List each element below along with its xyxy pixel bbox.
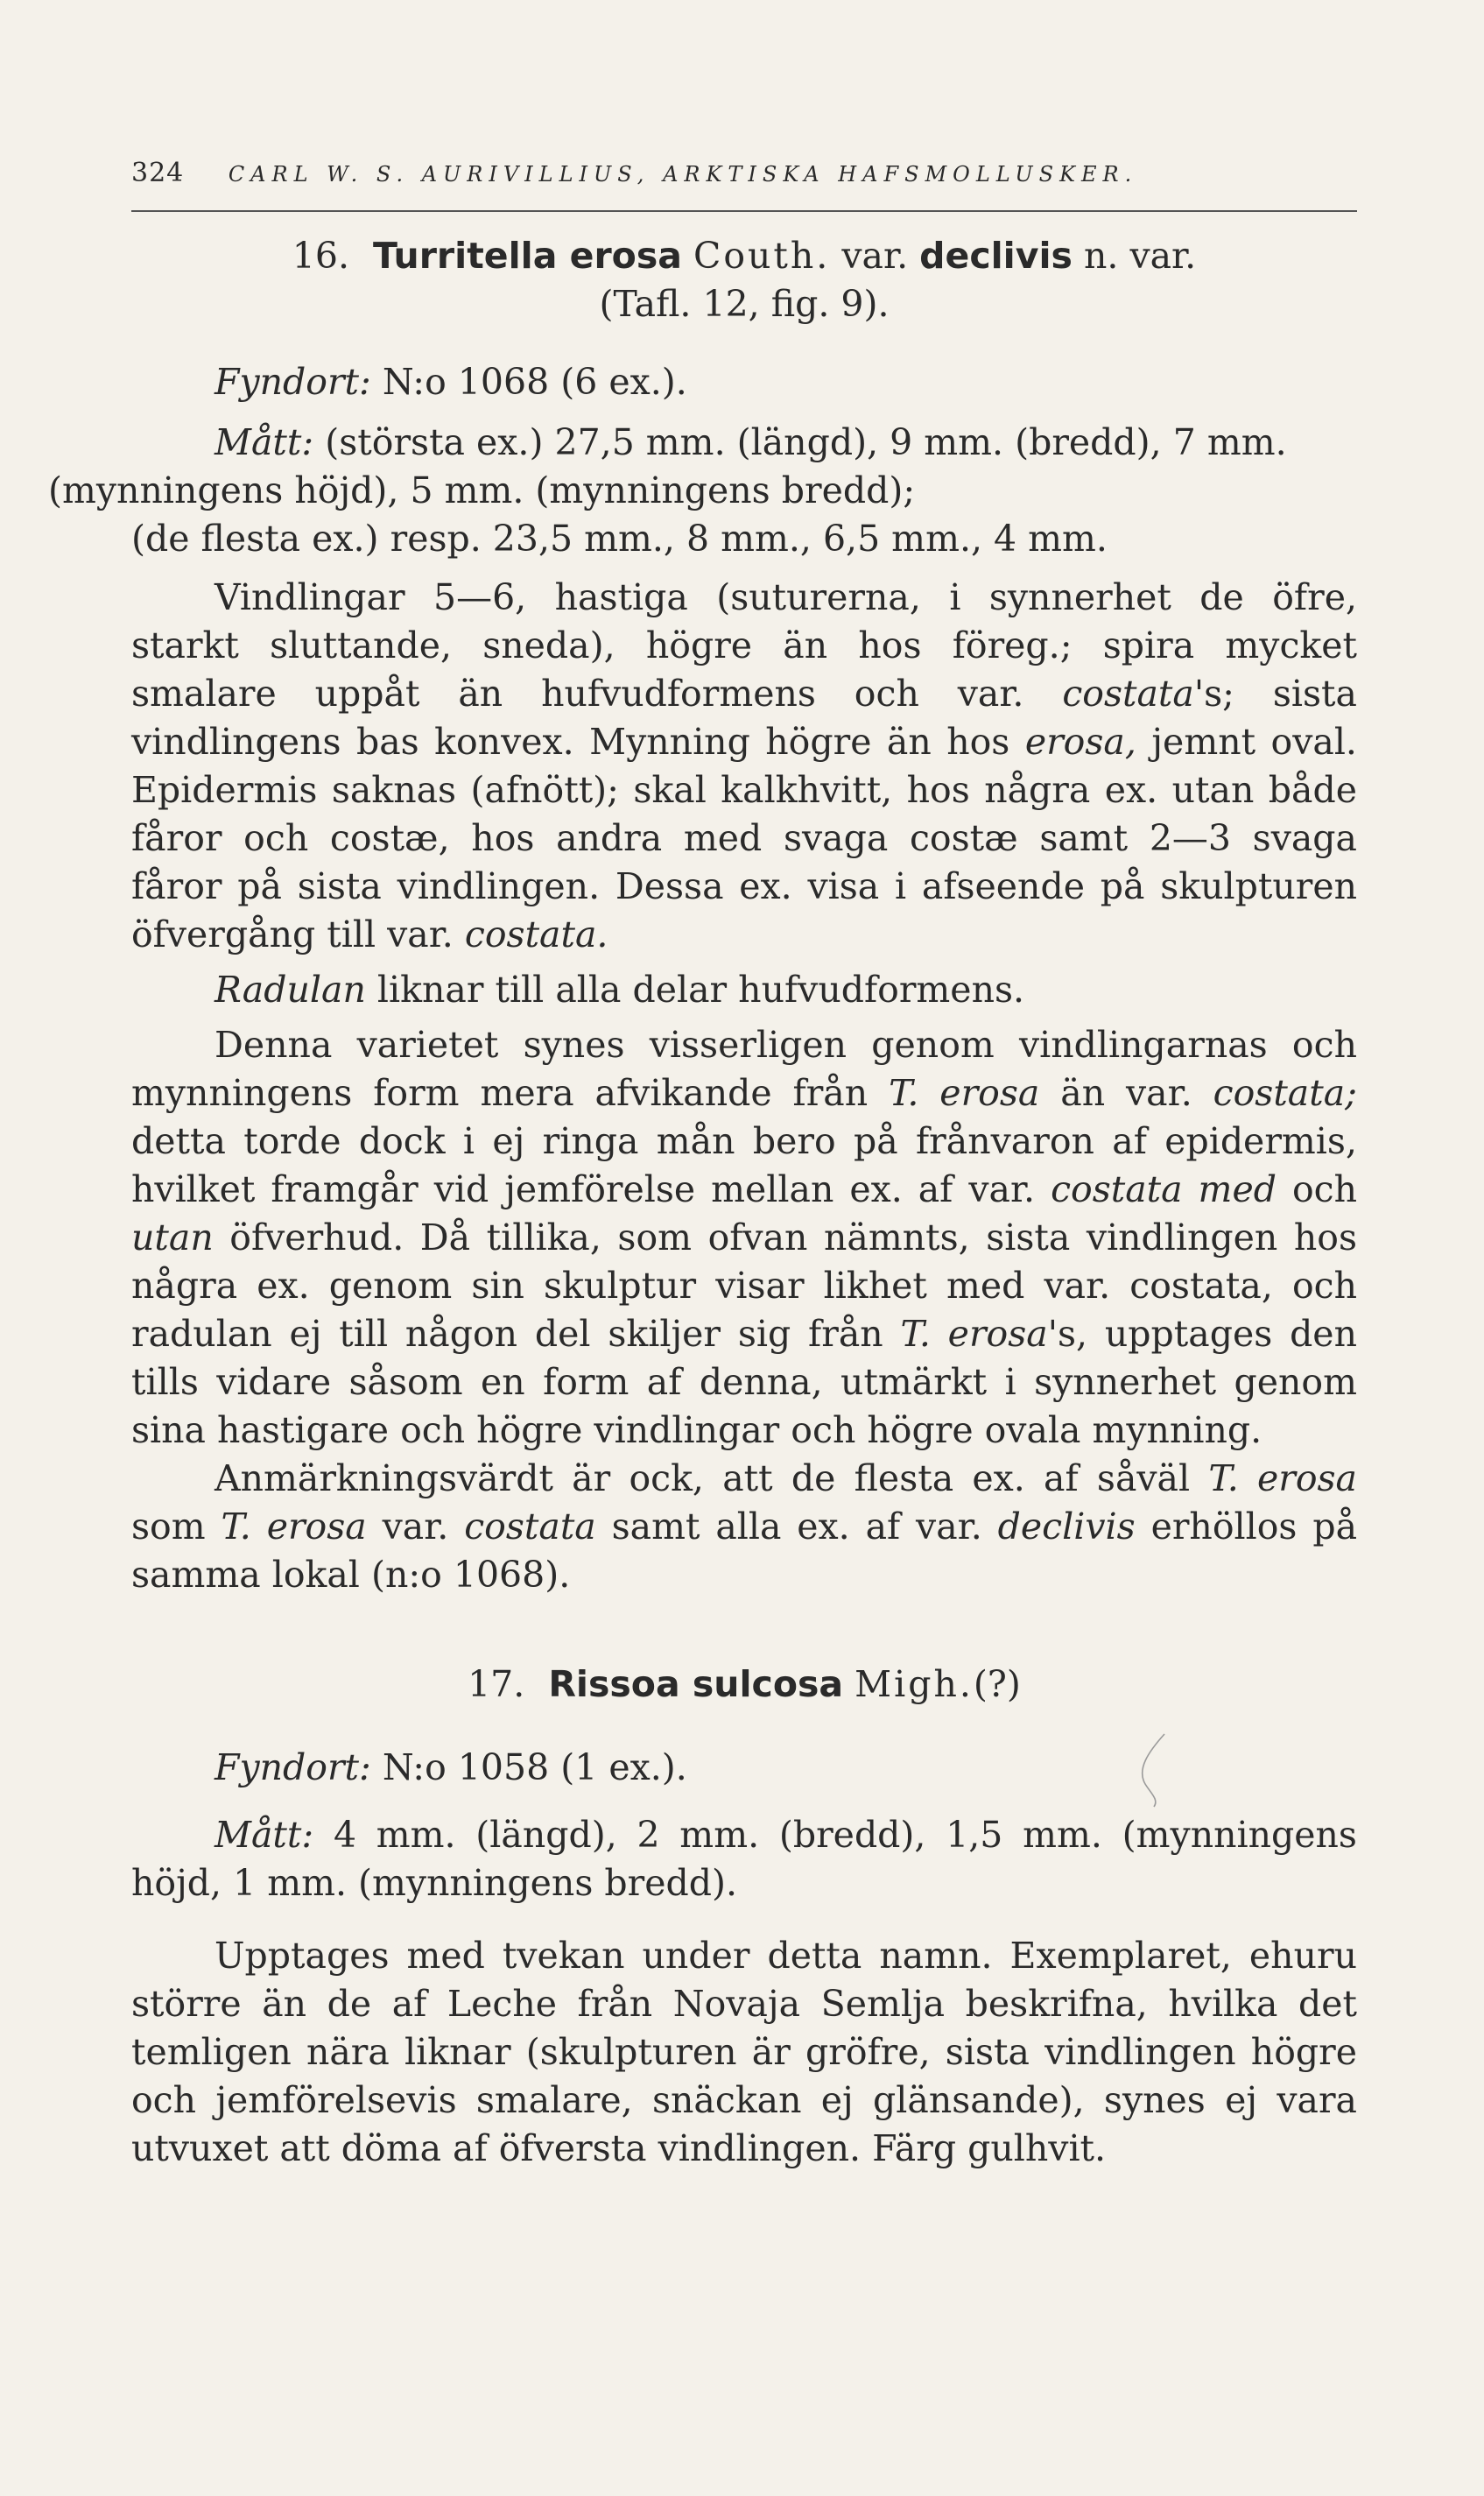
- species-16-name: Turritella erosa: [373, 235, 682, 277]
- species-16-whorls-paragraph: Vindlingar 5—6, hastiga (suturerna, i synnerhet de öfre, starkt sluttande, sneda), högre än hos föreg.; spira mycket smalare uppåt än hufvudformens och var. costata's; sista vindlingens bas konvex. Mynning högre än hos erosa, jemnt oval. Epidermis saknas (afnött); skal kalkhvitt, hos några ex. utan både fåror och costæ, hos andra med svaga costæ samt 2—3 svaga fåror på sista vindlingen. Dessa ex. visa i afseende på skulpturen öfvergång till var. costata.: [131, 576, 1357, 955]
- species-16-variety: declivis: [919, 235, 1073, 277]
- species-17-locality: Fyndort: N:o 1058 (1 ex.).: [215, 1746, 687, 1788]
- page-body: [48, 232, 1358, 2173]
- species-16-measurements: Mått: (största ex.) 27,5 mm. (längd), 9 mm. (bredd), 7 mm. (mynningens höjd), 5 mm. (mynningens bredd); (de flesta ex.) resp. 23,5 mm., 8 mm., 6,5 mm., 4 mm.: [48, 421, 1287, 560]
- species-17-remark-paragraph: Upptages med tvekan under detta namn. Exemplaret, ehuru större än de af Leche från Novaja Semlja beskrifna, hvilka det temligen nära liknar (skulpturen är gröfre, sista vindlingen högre och jemförelsevis smalare, snäckan ej glänsande), synes ej vara utvuxet att döma af öfversta vindlingen. Färg gulhvit.: [131, 1935, 1357, 2169]
- running-title: CARL W. S. AURIVILLIUS, ARKTISKA HAFSMOLLUSKER.: [228, 162, 1138, 187]
- species-16-heading: 16. Turritella erosa Couth. var. declivis n. var.: [292, 235, 1197, 277]
- species-17-name: Rissoa sulcosa: [548, 1663, 844, 1705]
- species-17-heading: 17. Rissoa sulcosa Migh.(?): [468, 1663, 1021, 1705]
- species-16-note-paragraph: Anmärkningsvärdt är ock, att de flesta ex. af såväl T. erosa som T. erosa var. costata samt alla ex. af var. declivis erhöllos på samma lokal (n:o 1068).: [131, 1457, 1358, 1596]
- species-16-locality: Fyndort: N:o 1068 (6 ex.).: [215, 361, 687, 403]
- page-header: [131, 158, 1357, 188]
- species-16-variety-paragraph: Denna varietet synes visserligen genom vindlingarnas och mynningens form mera afvikande från T. erosa än var. costata; detta torde dock i ej ringa mån bero på frånvaron af epidermis, hvilket framgår vid jemförelse mellan ex. af var. costata med och utan öfverhud. Då tillika, som ofvan nämnts, sista vindlingen hos några ex. genom sin skulptur visar likhet med var. costata, och radulan ej till någon del skiljer sig från T. erosa's, upptages den tills vidare såsom en form af denna, utmärkt i synnerhet genom sina hastigare och högre vindlingar och högre ovala mynning.: [131, 1024, 1357, 1451]
- species-16-radula: Radulan liknar till alla delar hufvudformens.: [215, 969, 1025, 1011]
- species-17-measurements: Mått: 4 mm. (längd), 2 mm. (bredd), 1,5 mm. (mynningens höjd, 1 mm. (mynningens bredd).: [131, 1814, 1357, 1904]
- page-number: 324: [131, 158, 185, 188]
- header-rule: [131, 210, 1357, 212]
- species-16-figure-ref: (Tafl. 12, fig. 9).: [599, 283, 890, 325]
- pencil-mark-icon: [1129, 1730, 1182, 1809]
